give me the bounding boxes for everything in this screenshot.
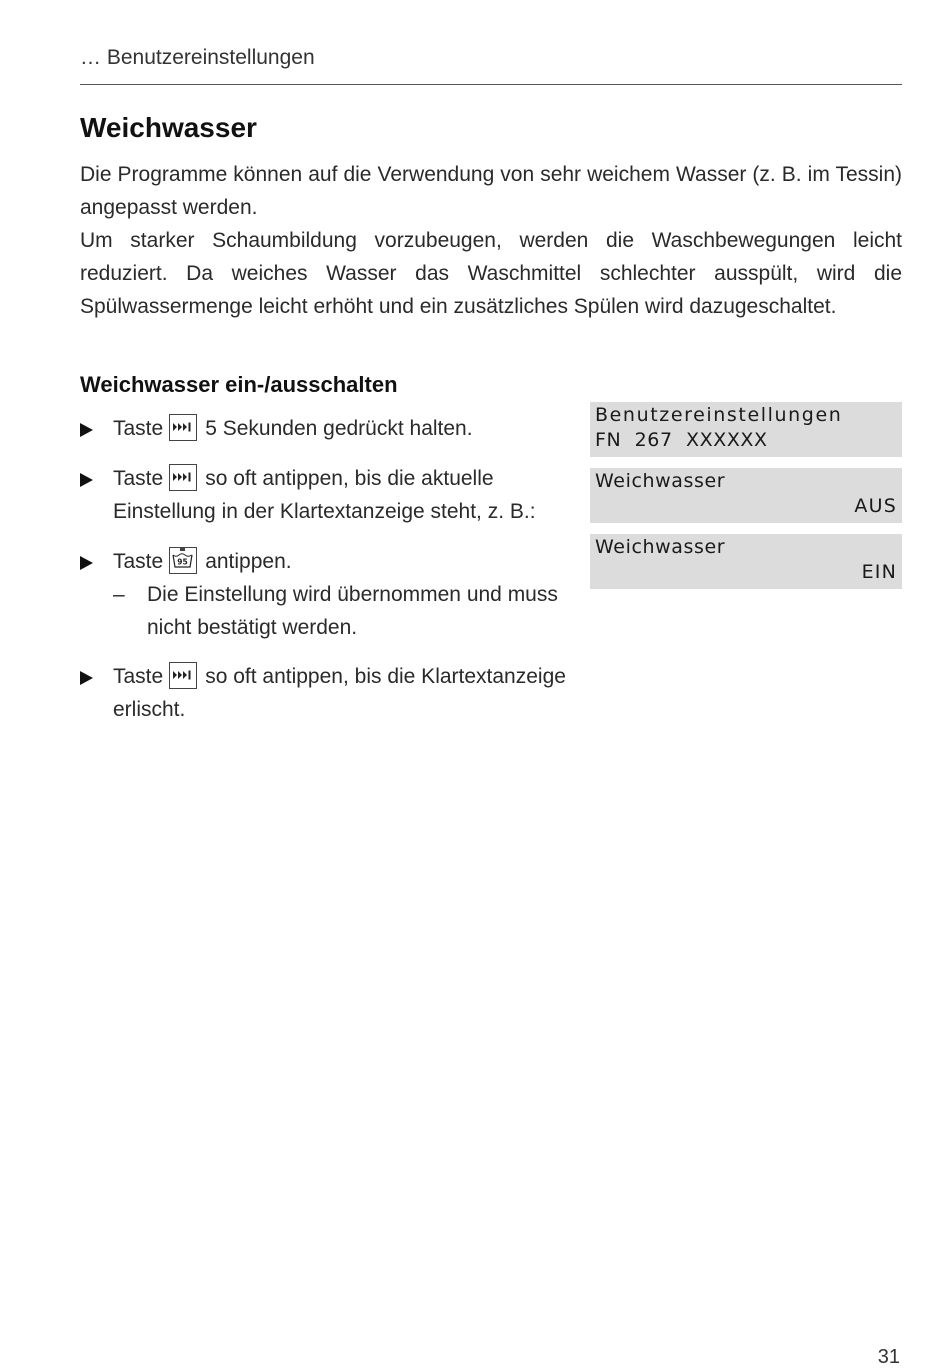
step-text: [113, 462, 590, 528]
section-title: Weichwasser: [80, 112, 257, 143]
step-3: [80, 545, 590, 644]
page-number: 31: [877, 1346, 900, 1368]
fast-forward-key-icon: [169, 464, 197, 491]
step-4: [80, 660, 600, 726]
bullet-arrow-icon: [80, 473, 93, 487]
running-header: … Benutzereinstellungen: [80, 46, 315, 69]
bullet-arrow-icon: [80, 671, 93, 685]
step-instruction: 5 Sekunden gedrückt halten.: [205, 417, 473, 440]
intro-paragraph-2: Um starker Schaumbildung vorzubeugen, werden die Waschbewegungen leicht reduziert. Da weiches Wasser das Waschmittel schlechter ausspült, wird die Spülwassermenge leicht erhöht und ein zusätzliches Spülen wird dazugeschaltet.: [80, 229, 902, 318]
step-instruction: antippen.: [205, 550, 292, 573]
step-instruction: so oft antippen, bis die aktuelle Einstellung in der Klartextanzeige steht, z. B.:: [113, 467, 536, 523]
wash-95-key-icon: [169, 547, 197, 574]
step-label: Taste: [113, 417, 164, 440]
step-3-result: [113, 578, 590, 644]
step-2: [80, 462, 590, 528]
key-95-label: 95: [177, 557, 188, 567]
step-text: [113, 660, 600, 726]
display-value-off: AUS: [854, 495, 897, 517]
display-line-1: Benutzereinstellungen: [595, 404, 843, 426]
step-label: Taste: [113, 665, 164, 688]
subsection-title: Weichwasser ein-/ausschalten: [80, 372, 398, 397]
display-softwater-off: [590, 468, 902, 523]
display-softwater-on: [590, 534, 902, 589]
display-line-1: Weichwasser: [595, 470, 726, 492]
fast-forward-key-icon: [169, 662, 197, 689]
display-line-1: Weichwasser: [595, 536, 726, 558]
bullet-arrow-icon: [80, 423, 93, 437]
step-text: [113, 545, 590, 578]
display-value-on: EIN: [861, 561, 897, 583]
intro-text: [80, 158, 902, 323]
display-line-2: FN 267 XXXXXX: [595, 429, 768, 451]
fast-forward-key-icon: [169, 414, 197, 441]
header-rule: [80, 84, 902, 85]
result-text: Die Einstellung wird übernommen und muss nicht bestätigt werden.: [147, 583, 558, 639]
result-dash: –: [113, 583, 125, 606]
bullet-arrow-icon: [80, 556, 93, 570]
step-text: [113, 412, 590, 445]
step-label: Taste: [113, 550, 164, 573]
display-user-settings: [590, 402, 902, 457]
intro-paragraph-1: Die Programme können auf die Verwendung von sehr weichem Wasser (z. B. im Tessin) angepasst werden.: [80, 163, 902, 219]
step-instruction: so oft antippen, bis die Klartextanzeige erlischt.: [113, 665, 566, 721]
step-1: [80, 412, 590, 445]
step-label: Taste: [113, 467, 164, 490]
